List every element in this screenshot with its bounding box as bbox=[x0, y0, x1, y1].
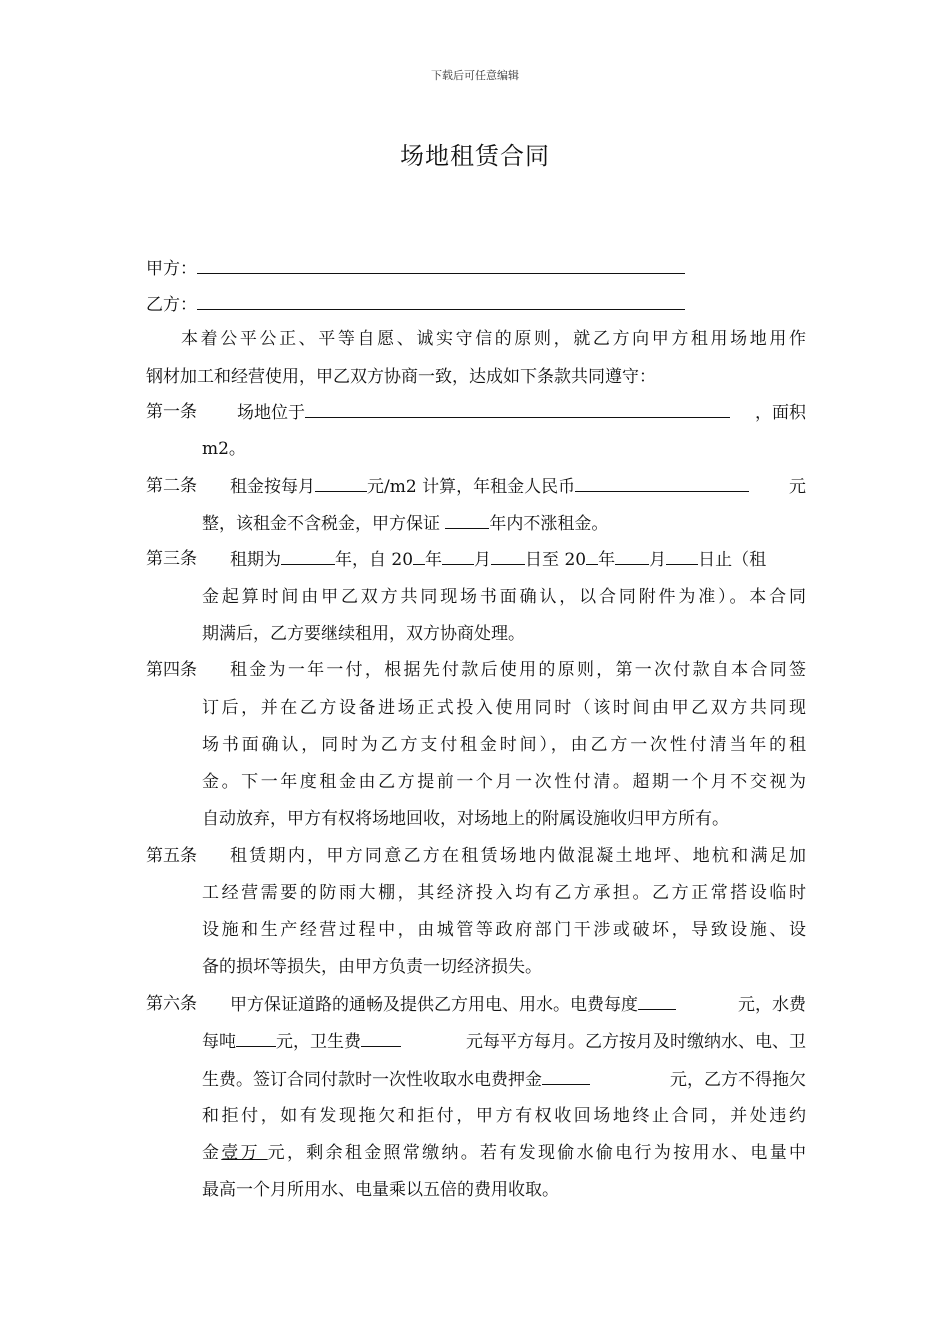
term-label: 租期为 bbox=[230, 550, 281, 570]
party-b-label: 乙方： bbox=[146, 295, 197, 315]
page-header: 下载后可任意编辑 bbox=[431, 69, 519, 82]
article-6-line-2 bbox=[202, 1028, 806, 1055]
article-2-label: 第二条 bbox=[146, 476, 197, 496]
penalty-amount: 壹万 bbox=[221, 1143, 268, 1163]
no-tax-text: 整，该租金不含税金，甲方保证 bbox=[202, 514, 446, 534]
water-price-blank[interactable] bbox=[236, 1028, 276, 1047]
water-label: 元，水费 bbox=[738, 995, 806, 1015]
start-month-blank[interactable] bbox=[442, 546, 474, 565]
article-5-label: 第五条 bbox=[146, 846, 197, 866]
no-arrears-text: 元，乙方不得拖欠 bbox=[670, 1070, 806, 1090]
monthly-payment-text: 元每平方每月。乙方按月及时缴纳水、电、卫 bbox=[466, 1032, 806, 1052]
year-label: 年 bbox=[598, 550, 616, 570]
rent-per-m2-blank[interactable] bbox=[315, 473, 367, 492]
article-2-line-1 bbox=[230, 473, 806, 500]
sanitation-label: 元，卫生费 bbox=[276, 1032, 361, 1052]
article-3-line-2: 金起算时间由甲乙双方共同现场书面确认，以合同附件为准）。本合同 bbox=[202, 587, 806, 607]
month-label: 月 bbox=[649, 550, 667, 570]
party-a-line bbox=[146, 255, 685, 282]
party-a-blank[interactable] bbox=[197, 255, 685, 274]
article-3-line-1 bbox=[230, 546, 766, 573]
annual-rent-label: 元/m2 计算，年租金人民币 bbox=[367, 477, 576, 497]
area-label: ，面积 bbox=[755, 403, 806, 423]
article-3-label: 第三条 bbox=[146, 549, 197, 569]
area-unit: m2。 bbox=[202, 439, 246, 459]
article-2-line-2 bbox=[202, 510, 608, 537]
electricity-price-blank[interactable] bbox=[638, 991, 676, 1010]
document-title: 场地租赁合同 bbox=[400, 142, 550, 170]
rent-freeze-text: 年内不涨租金。 bbox=[489, 514, 609, 534]
yuan-label: 元 bbox=[789, 477, 806, 497]
annual-rent-blank[interactable] bbox=[575, 473, 749, 492]
intro-line-1: 本着公平公正、平等自愿、诚实守信的原则，就乙方向甲方租用场地用作 bbox=[181, 329, 806, 349]
article-5-line-1: 租赁期内，甲方同意乙方在租赁场地内做混凝土地坪、地杭和满足加 bbox=[230, 846, 806, 866]
month-label: 月 bbox=[474, 550, 492, 570]
term-years-blank[interactable] bbox=[281, 546, 335, 565]
end-suffix: 日止（租 bbox=[698, 550, 767, 570]
article-6-line-4: 和拒付，如有发现拖欠和拒付，甲方有权收回场地终止合同，并处违约 bbox=[202, 1106, 806, 1126]
sanitation-fee-blank[interactable] bbox=[361, 1028, 401, 1047]
start-day-blank[interactable] bbox=[491, 546, 525, 565]
article-6-label: 第六条 bbox=[146, 994, 197, 1014]
party-a-label: 甲方： bbox=[146, 259, 197, 279]
end-year-prefix: 日至 20 bbox=[525, 550, 587, 570]
end-day-blank[interactable] bbox=[666, 546, 698, 565]
party-b-line bbox=[146, 291, 685, 318]
article-6-line-1 bbox=[230, 991, 806, 1018]
penalty-text: 元，剩余租金照常缴纳。若有发现偷水偷电行为按用水、电量中 bbox=[267, 1143, 807, 1163]
article-4-line-1: 租金为一年一付，根据先付款后使用的原则，第一次付款自本合同签 bbox=[230, 660, 806, 680]
rent-freeze-years-blank[interactable] bbox=[445, 510, 489, 529]
end-year-blank[interactable] bbox=[586, 546, 598, 565]
article-4-line-5: 自动放弃，甲方有权将场地回收，对场地上的附属设施收归甲方所有。 bbox=[202, 809, 729, 829]
article-4-line-4: 金。下一年度租金由乙方提前一个月一次性付清。超期一个月不交视为 bbox=[202, 772, 806, 792]
deposit-blank[interactable] bbox=[542, 1066, 590, 1085]
location-blank[interactable] bbox=[305, 399, 730, 418]
penalty-prefix: 金 bbox=[202, 1143, 222, 1163]
article-5-line-2: 工经营需要的防雨大棚，其经济投入均有乙方承担。乙方正常搭设临时 bbox=[202, 883, 806, 903]
article-4-line-3: 场书面确认，同时为乙方支付租金时间），由乙方一次性付清当年的租 bbox=[202, 735, 806, 755]
year-label: 年 bbox=[425, 550, 443, 570]
intro-line-2: 钢材加工和经营使用，甲乙双方协商一致，达成如下条款共同遵守： bbox=[146, 367, 656, 387]
article-4-line-2: 订后，并在乙方设备进场正式投入使用同时（该时间由甲乙双方共同现 bbox=[202, 698, 806, 718]
article-5-line-4: 备的损坏等损失，由甲方负责一切经济损失。 bbox=[202, 957, 542, 977]
article-1-line-1 bbox=[237, 399, 806, 426]
article-5-line-3: 设施和生产经营过程中，由城管等政府部门干涉或破坏，导致设施、设 bbox=[202, 920, 806, 940]
article-6-line-3 bbox=[202, 1066, 806, 1093]
rent-monthly-label: 租金按每月 bbox=[230, 477, 315, 497]
per-ton-label: 每吨 bbox=[202, 1032, 236, 1052]
party-b-blank[interactable] bbox=[197, 291, 685, 310]
electricity-label: 甲方保证道路的通畅及提供乙方用电、用水。电费每度 bbox=[230, 995, 638, 1015]
end-month-blank[interactable] bbox=[615, 546, 649, 565]
deposit-label: 生费。签订合同付款时一次性收取水电费押金 bbox=[202, 1070, 542, 1090]
start-year-prefix: 年，自 20 bbox=[335, 550, 414, 570]
article-6-line-5 bbox=[202, 1140, 806, 1166]
article-1-label: 第一条 bbox=[146, 402, 197, 422]
location-label: 场地位于 bbox=[237, 403, 305, 423]
article-4-label: 第四条 bbox=[146, 660, 197, 680]
start-year-blank[interactable] bbox=[413, 546, 425, 565]
article-6-line-6: 最高一个月所用水、电量乘以五倍的费用收取。 bbox=[202, 1180, 559, 1200]
article-3-line-3: 期满后，乙方要继续租用，双方协商处理。 bbox=[202, 624, 525, 644]
